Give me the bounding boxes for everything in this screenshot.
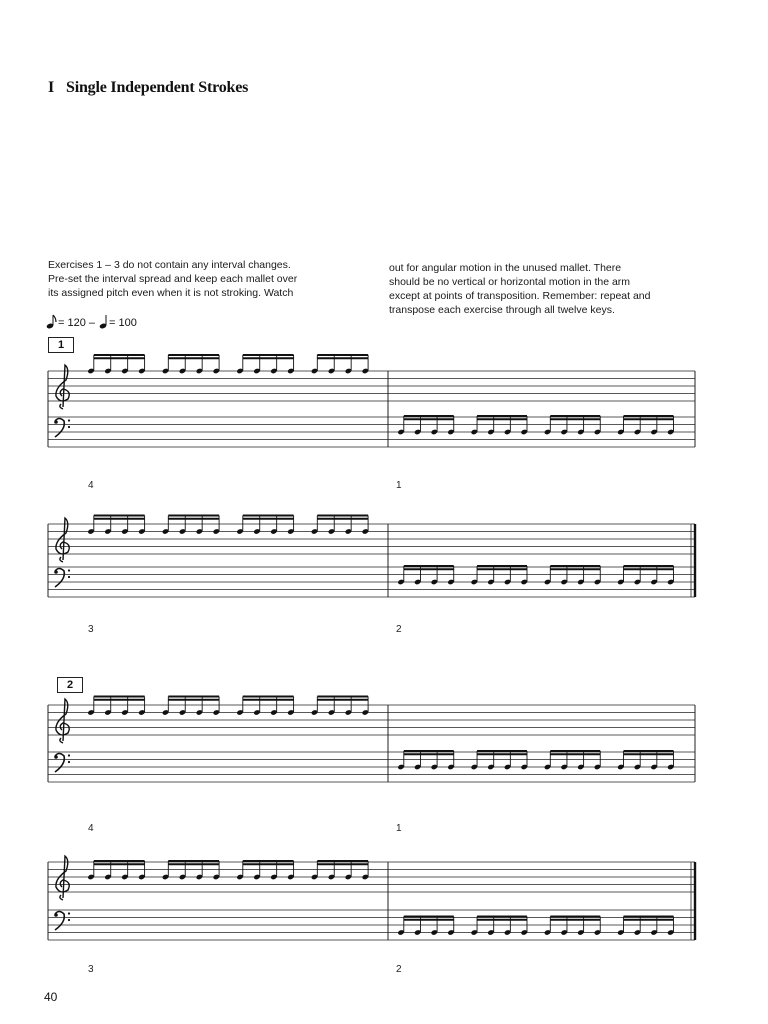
bass-clef-dot (68, 419, 70, 421)
intro-line: Pre-set the interval spread and keep each mallet over (48, 273, 298, 285)
fingering-label: 3 (88, 624, 94, 635)
exercise-number-box: 1 (48, 337, 74, 353)
bass-clef-dot (54, 420, 58, 424)
intro-line: should be no vertical or horizontal motion in the arm (389, 276, 631, 288)
treble-clef-icon (56, 365, 69, 409)
treble-clef-icon (56, 518, 69, 562)
section-heading-text: Single Independent Strokes (66, 79, 249, 96)
tempo-second: = 100 (109, 317, 137, 329)
fingering-label: 4 (88, 823, 94, 834)
bass-clef-dot (68, 426, 70, 428)
bass-clef-dot (54, 755, 58, 759)
bass-clef-dot (68, 761, 70, 763)
fingering-label: 1 (396, 480, 402, 491)
section-number: I (48, 79, 55, 96)
fingering-label: 2 (396, 964, 402, 975)
treble-clef-icon (56, 699, 69, 743)
fingering-label: 3 (88, 964, 94, 975)
bass-clef-dot (68, 576, 70, 578)
bass-clef-dot (68, 754, 70, 756)
bass-clef-dot (54, 913, 58, 917)
fingering-label: 2 (396, 624, 402, 635)
intro-line: except at points of transposition. Remember: repeat and (389, 290, 651, 302)
treble-clef-icon (56, 856, 69, 900)
tempo-first: = 120 – (58, 317, 96, 329)
intro-line: transpose each exercise through all twelve keys. (389, 304, 615, 316)
intro-line: Exercises 1 – 3 do not contain any interval changes. (48, 259, 291, 271)
page-number: 40 (44, 990, 58, 1004)
bass-clef-dot (68, 919, 70, 921)
fingering-label: 1 (396, 823, 402, 834)
intro-line: its assigned pitch even when it is not stroking. Watch (48, 287, 294, 299)
bass-clef-dot (68, 912, 70, 914)
bass-clef-dot (68, 569, 70, 571)
bass-clef-dot (54, 570, 58, 574)
exercise-number-box: 2 (57, 677, 83, 693)
fingering-label: 4 (88, 480, 94, 491)
intro-line: out for angular motion in the unused mallet. There (389, 262, 622, 274)
